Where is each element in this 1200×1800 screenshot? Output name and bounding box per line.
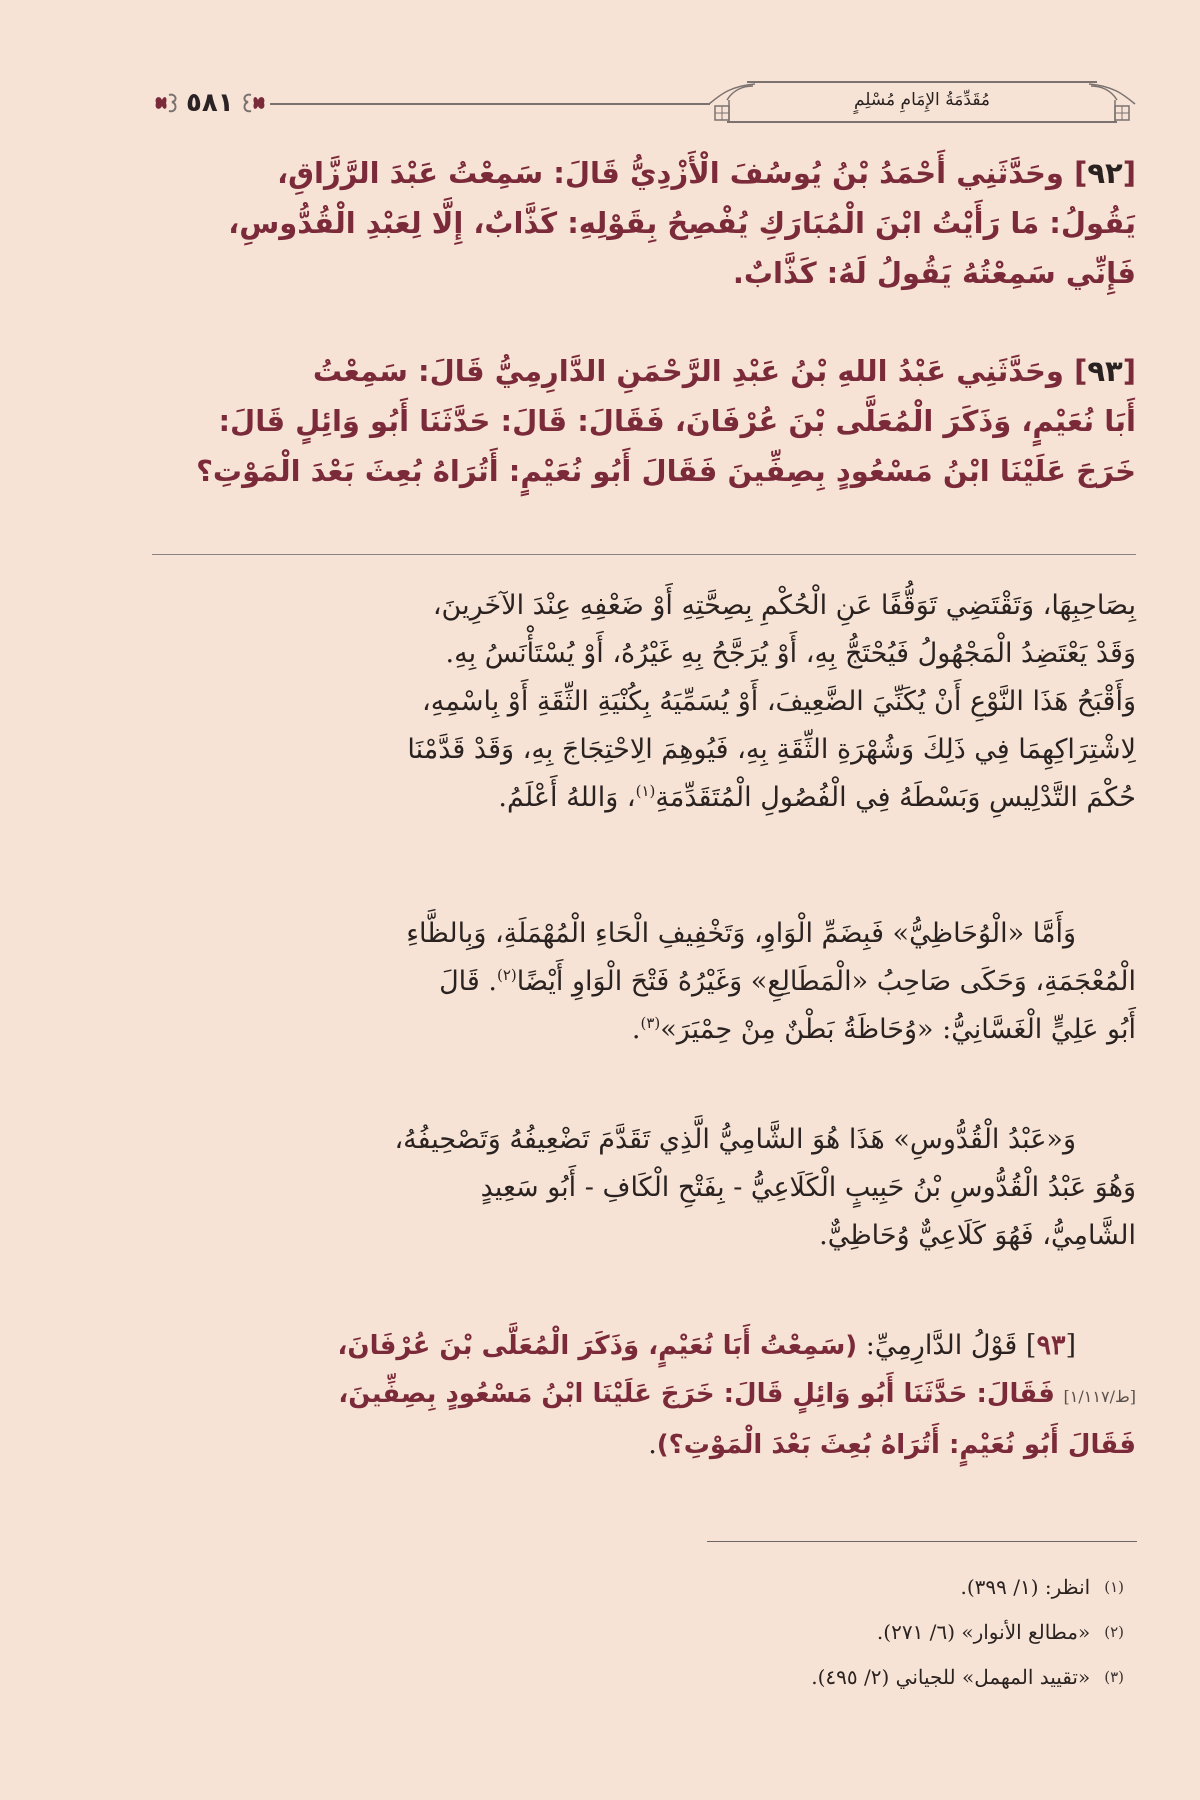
commentary-93 xyxy=(152,1322,1136,1469)
footnote-ref-1[interactable]: (١) xyxy=(635,782,656,800)
commentary-line xyxy=(152,1370,1136,1421)
commentary-line xyxy=(152,1322,1136,1370)
sharh-line: بِصَاحِبِهَا، وَتَقْتَضِي تَوَقُّفًا عَنِ الْحُكْمِ بِصِحَّتِهِ أَوْ ضَعْفِهِ عِنْدَ الآخَرِينَ، xyxy=(432,590,1136,621)
running-title: مُقَدِّمَةُ الإِمَامِ مُسْلِمٍ xyxy=(853,90,991,110)
sharh-line xyxy=(152,1006,1136,1054)
footnote-3 xyxy=(152,1655,1136,1700)
footnote-number: (٢) xyxy=(1104,1623,1124,1641)
bracket-close: ] xyxy=(1074,156,1088,190)
sharh-text: . xyxy=(631,1014,641,1045)
hadith-number: ٩٢ xyxy=(1087,156,1123,190)
bracket-open: [ xyxy=(1122,354,1136,388)
bracket-open: [ xyxy=(1065,1330,1076,1361)
sharh-text: ، وَاللهُ أَعْلَمُ. xyxy=(498,782,636,813)
commentary-number: ٩٣ xyxy=(1036,1330,1066,1361)
hadith-text: وحَدَّثَنِي عَبْدُ اللهِ بْنُ عَبْدِ الرَّحْمَنِ الدَّارِمِيُّ قَالَ: سَمِعْتُ xyxy=(312,354,1064,388)
hadith-line: أَبَا نُعَيْمٍ، وَذَكَرَ الْمُعَلَّى بْنَ عُرْفَانَ، فَقَالَ: قَالَ: حَدَّثَنَا أَبُو وَائِلٍ قَالَ: xyxy=(218,404,1136,438)
sharh-paragraph-1 xyxy=(152,582,1136,822)
footnote-ref-2[interactable]: (٢) xyxy=(496,966,517,984)
footnote-divider xyxy=(707,1541,1137,1542)
hadith-line xyxy=(152,346,1136,396)
footnote-number: (٣) xyxy=(1104,1668,1124,1686)
edition-page-ref: [ط/١/١١٧] xyxy=(1063,1387,1136,1406)
footnote-ref-3[interactable]: (٣) xyxy=(640,1014,661,1032)
page-header xyxy=(152,78,1136,128)
sharh-line xyxy=(152,958,1136,1006)
footnote-text: «مطالع الأنوار» (٦/ ٢٧١). xyxy=(876,1620,1091,1644)
sharh-line: وَهُوَ عَبْدُ الْقُدُّوسِ بْنُ حَبِيبٍ الْكَلَاعِيُّ - بِفَتْحِ الْكَافِ - أَبُو سَعِيدٍ xyxy=(480,1172,1136,1203)
hadith-line: يَقُولُ: مَا رَأَيْتُ ابْنَ الْمُبَارَكِ يُفْصِحُ بِقَوْلِهِ: كَذَّابٌ، إِلَّا لِعَبْدِ الْقُدُّوسِ، xyxy=(228,206,1136,240)
sharh-text: حُكْمَ التَّدْلِيسِ وَبَسْطَهُ فِي الْفُصُولِ الْمُتَقَدِّمَةِ xyxy=(655,782,1136,813)
sharh-line: وَأَمَّا «الْوُحَاظِيُّ» فَبِضَمِّ الْوَاوِ، وَتَخْفِيفِ الْحَاءِ الْمُهْمَلَةِ، وَبِالظَّاءِ xyxy=(406,918,1076,949)
header-rule xyxy=(270,103,710,105)
hadith-number: ٩٣ xyxy=(1087,354,1123,388)
hadith-text: وحَدَّثَنِي أَحْمَدُ بْنُ يُوسُفَ الْأَزْدِيُّ قَالَ: سَمِعْتُ عَبْدَ الرَّزَّاقِ، xyxy=(277,156,1064,190)
sharh-paragraph-2 xyxy=(152,910,1136,1054)
hadith-line: فَإِنِّي سَمِعْتُهُ يَقُولُ لَهُ: كَذَّابٌ. xyxy=(732,256,1136,290)
hadith-line xyxy=(152,148,1136,198)
quoted-hadith: فَقَالَ: حَدَّثَنَا أَبُو وَائِلٍ قَالَ: خَرَجَ عَلَيْنَا ابْنُ مَسْعُودٍ بِصِفِّينَ، xyxy=(338,1379,1055,1409)
sharh-line: الشَّامِيُّ، فَهُوَ كَلَاعِيٌّ وُحَاظِيٌّ. xyxy=(819,1220,1136,1251)
footnotes xyxy=(152,1565,1136,1700)
sharh-text: . قَالَ xyxy=(439,966,497,997)
footnote-number: (١) xyxy=(1104,1578,1124,1596)
commentary-label: قَوْلُ الدَّارِمِيِّ: xyxy=(865,1330,1018,1361)
footnote-1 xyxy=(152,1565,1136,1610)
floral-ornament-left-icon xyxy=(152,89,180,117)
hadith-line: خَرَجَ عَلَيْنَا ابْنُ مَسْعُودٍ بِصِفِّينَ فَقَالَ أَبُو نُعَيْمٍ: أَتُرَاهُ بُعِثَ بَعْدَ الْمَوْتِ؟ xyxy=(196,454,1136,488)
floral-ornament-right-icon xyxy=(240,89,268,117)
page-number: ٥٨١ xyxy=(186,88,234,118)
quoted-hadith: (سَمِعْتُ أَبَا نُعَيْمٍ، وَذَكَرَ الْمُعَلَّى بْنَ عُرْفَانَ، xyxy=(337,1331,858,1361)
book-page xyxy=(152,0,1136,1800)
sharh-line: وَ«عَبْدُ الْقُدُّوسِ» هَذَا هُوَ الشَّامِيُّ الَّذِي تَقَدَّمَ تَضْعِيفُهُ وَتَصْحِيفُهُ، xyxy=(394,1124,1076,1155)
sharh-text: أَبُو عَلِيٍّ الْغَسَّانِيُّ: «وُحَاظَةُ بَطْنٌ مِنْ حِمْيَرَ» xyxy=(660,1014,1136,1045)
hadith-92 xyxy=(152,148,1136,298)
running-title-frame xyxy=(707,78,1137,128)
footnote-2 xyxy=(152,1610,1136,1655)
bracket-close: ] xyxy=(1025,1330,1037,1361)
page-number-group xyxy=(152,86,268,120)
sharh-paragraph-3 xyxy=(152,1116,1136,1260)
sharh-line: وَأَقْبَحُ هَذَا النَّوْعِ أَنْ يُكَنِّيَ الضَّعِيفَ، أَوْ يُسَمِّيَهُ بِكُنْيَةِ الثِّقَةِ أَوْ بِاسْمِهِ، xyxy=(422,686,1136,717)
sharh-line xyxy=(152,774,1136,822)
footnote-text: انظر: (١/ ٣٩٩). xyxy=(960,1575,1091,1599)
hadith-93 xyxy=(152,346,1136,496)
commentary-line xyxy=(152,1421,1136,1469)
bracket-open: [ xyxy=(1122,156,1136,190)
footnote-text: «تقييد المهمل» للجياني (٢/ ٤٩٥). xyxy=(811,1665,1091,1689)
matn-sharh-divider xyxy=(152,554,1136,555)
sharh-text: . xyxy=(648,1429,657,1460)
sharh-line: لِاشْتِرَاكِهِمَا فِي ذَلِكَ وَشُهْرَةِ الثِّقَةِ بِهِ، فَيُوهِمَ الِاحْتِجَاجَ بِهِ، وَقَدْ قَدَّمْنَا xyxy=(407,734,1136,765)
sharh-text: الْمُعْجَمَةِ، وَحَكَى صَاحِبُ «الْمَطَالِعِ» وَغَيْرُهُ فَتْحَ الْوَاوِ أَيْضًا xyxy=(516,966,1136,997)
quoted-hadith: فَقَالَ أَبُو نُعَيْمٍ: أَتُرَاهُ بُعِثَ بَعْدَ الْمَوْتِ؟) xyxy=(656,1430,1136,1460)
bracket-close: ] xyxy=(1074,354,1088,388)
sharh-line: وَقَدْ يَعْتَضِدُ الْمَجْهُولُ فَيُحْتَجُّ بِهِ، أَوْ يُرَجَّحُ بِهِ غَيْرُهُ، أَوْ يُسْتَأْنَسُ بِهِ. xyxy=(445,638,1136,669)
